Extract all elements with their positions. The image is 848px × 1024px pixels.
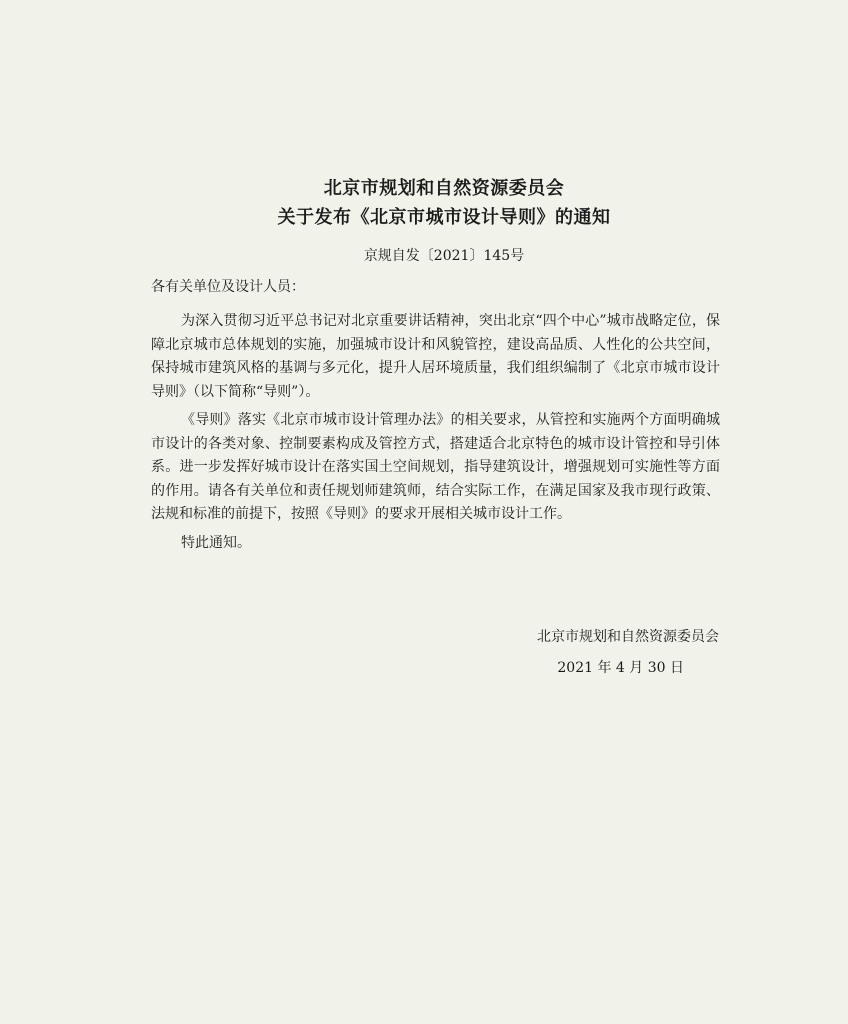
document-title-line2: 关于发布《北京市城市设计导则》的通知 <box>277 207 611 228</box>
body-paragraph: 《导则》落实《北京市城市设计管理办法》的相关要求，从管控和实施两个方面明确城市设计的各类对象、控制要素构成及管控方式，搭建适合北京特色的城市设计管控和导引体系。进一步发挥好城市设计在落实国土空间规划，指导建筑设计，增强规划可实施性等方面的作用。请各有关单位和责任规划师建筑师，结合实际工作，在满足国家及我市现行政策、法规和标准的前提下，按照《导则》的要求开展相关城市设计工作。 <box>151 412 720 522</box>
issue-date: 2021 年 4 月 30 日 <box>557 660 684 676</box>
body-paragraph: 为深入贯彻习近平总书记对北京重要讲话精神，突出北京“四个中心”城市战略定位，保障北京城市总体规划的实施，加强城市设计和风貌管控，建设高品质、人性化的公共空间，保持城市建筑风格的基调与多元化，提升人居环境质量，我们组织编制了《北京市城市设计导则》（以下简称“导则”）。 <box>151 313 720 400</box>
salutation: 各有关单位及设计人员： <box>151 279 305 295</box>
body-paragraph: 特此通知。 <box>181 534 251 551</box>
signature: 北京市规划和自然资源委员会 <box>537 629 719 645</box>
document-body <box>151 310 720 560</box>
document-title-line1: 北京市规划和自然资源委员会 <box>323 178 565 199</box>
document-number: 京规自发〔2021〕145号 <box>363 248 525 264</box>
